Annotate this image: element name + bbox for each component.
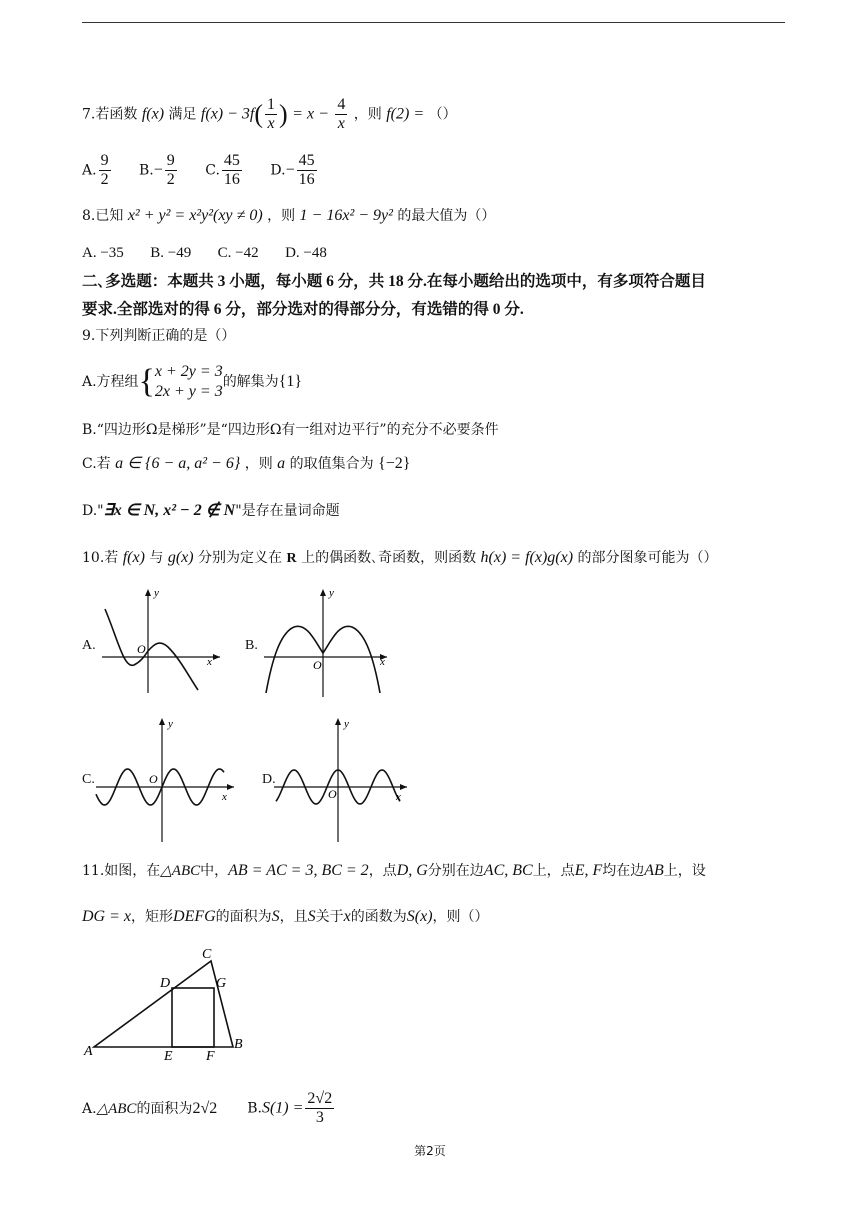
q8-stem-post: 的最大值为（）: [397, 208, 496, 224]
q7-eq-a: f(x) − 3f: [200, 105, 255, 123]
graph-d-y-arrow: [335, 718, 341, 725]
q8-option-d[interactable]: D. −48: [285, 245, 327, 261]
q7-f2: f(2) =: [386, 105, 425, 123]
point-f-label: F: [206, 1049, 215, 1064]
graph-a-curve: [105, 609, 198, 690]
q9-c-set: {−2}: [378, 455, 411, 472]
q7-frac-1x: [265, 96, 277, 133]
section-2-line1: 二､多选题：本题共 3 小题，每小题 6 分，共 18 分.在每小题给出的选项中，有多项符合题目: [82, 273, 706, 290]
q10-hx: h(x) = f(x)g(x): [480, 549, 574, 566]
q10-graph-b[interactable]: [262, 585, 392, 700]
q7-frac4-num: 4: [337, 96, 346, 113]
point-a-label: A: [84, 1044, 93, 1059]
point-d-label: D: [160, 976, 171, 991]
q7-option-d[interactable]: D.− $\frac{45}{16}$: [270, 152, 315, 188]
q11-triangle-figure[interactable]: [80, 945, 250, 1065]
graph-a-x-arrow: [213, 654, 220, 660]
triangle-abc: [94, 961, 233, 1047]
q7-stem: [82, 96, 457, 133]
graph-c-y-label: y: [168, 718, 173, 730]
q8-equation: x² + y² = x²y²(xy ≠ 0): [127, 207, 263, 224]
q9-option-d[interactable]: D."∃x ∈ N, x² − 2 ∉ N"是存在量词命题: [82, 502, 340, 519]
rectangle-defg: [172, 988, 214, 1047]
q7-paren-open: (: [254, 99, 264, 129]
q7-option-b-label: B.: [139, 162, 154, 179]
q8-option-a[interactable]: A. −35: [82, 245, 124, 261]
q8-expr: 1 − 16x² − 9y²: [299, 207, 393, 224]
point-g-label: G: [216, 976, 227, 991]
q9-eq2: 2x + y = 3: [154, 383, 223, 400]
q10-graph-c-label: C.: [82, 772, 95, 787]
q7-paren-close: ): [279, 99, 288, 129]
q11-option-a[interactable]: A.△ABC的面积为2√2: [82, 1099, 218, 1117]
graph-a-y-arrow: [145, 589, 151, 596]
q7-frac4-den: x: [337, 115, 345, 132]
q7-option-c[interactable]: C. $\frac{45}{16}$: [205, 152, 240, 188]
graph-c-x-label: x: [222, 791, 227, 803]
q9-a-post: 的解集为: [222, 374, 279, 390]
graph-b-y-label: y: [329, 587, 334, 599]
q10-graph-a[interactable]: [100, 585, 225, 695]
graph-a-x-label: x: [207, 656, 212, 668]
q10-graph-b-label: B.: [245, 638, 258, 653]
header-rule: [82, 22, 785, 23]
graph-c-x-arrow: [227, 784, 234, 790]
q11-line2: DG = x，矩形DEFG的面积为S，且S关于x的函数为S(x)，则（）: [82, 908, 489, 925]
graph-d-x-arrow: [400, 784, 407, 790]
graph-d-origin: O: [328, 787, 337, 801]
q9-c-expr: a ∈ {6 − a, a² − 6}: [115, 455, 241, 472]
q7-option-b[interactable]: B.− $\frac{9}{2}$: [139, 152, 175, 188]
graph-d-x-label: x: [396, 791, 401, 803]
q8-options: [82, 244, 349, 262]
graph-c-y-arrow: [159, 718, 165, 725]
q11-option-b[interactable]: B.S(1) = $\frac{2√2}{3}$: [247, 1090, 333, 1126]
point-c-label: C: [202, 947, 212, 962]
q7-option-c-label: C.: [205, 162, 220, 179]
q7-stem-pre: 7.若函数: [82, 106, 138, 123]
point-b-label: B: [234, 1037, 243, 1052]
q9-option-a[interactable]: [82, 362, 302, 404]
q9-a-set: {1}: [278, 373, 303, 390]
graph-b-origin: O: [313, 658, 322, 672]
q7-option-d-label: D.: [270, 162, 286, 179]
graph-a-y-label: y: [154, 587, 159, 599]
q7-eq-b: = x −: [292, 105, 329, 123]
q9-system: [155, 362, 223, 402]
graph-b-x-label: x: [380, 656, 385, 668]
q9-brace: {: [138, 363, 155, 400]
q8-option-b[interactable]: B. −49: [150, 245, 192, 261]
q11-given: AB = AC = 3, BC = 2: [228, 862, 369, 879]
graph-c-origin: O: [149, 772, 158, 786]
q7-option-a[interactable]: A. $\frac{9}{2}$: [82, 152, 109, 188]
q11-options: [82, 1090, 336, 1132]
q7-options: [82, 152, 341, 189]
q8-stem-pre: 8.已知: [82, 208, 124, 224]
q9-a-pre: A.方程组: [82, 374, 139, 390]
q9-option-c[interactable]: C.若 a ∈ {6 − a, a² − 6} ，则 a 的取值集合为 {−2}: [82, 455, 411, 472]
q8-stem: [82, 207, 495, 225]
q10-graph-c[interactable]: [94, 712, 239, 844]
q8-stem-mid: ，则: [267, 208, 296, 224]
q10-stem: 10.若 f(x) 与 g(x) 分别为定义在 R 上的偶函数､奇函数，则函数 h(x) = f(x)g(x) 的部分图象可能为（）: [82, 549, 718, 566]
point-e-label: E: [164, 1049, 173, 1064]
q7-fx: f(x): [141, 105, 165, 123]
q7-stem-mid: 满足: [168, 106, 197, 123]
section-2-line2: 要求.全部选对的得 6 分，部分选对的得部分分，有选错的得 0 分.: [82, 301, 524, 318]
q11-line1: 11.如图，在△ABC中，AB = AC = 3, BC = 2，点D, G分别在边AC, BC上，点E, F均在边AB上，设: [82, 862, 706, 879]
section-2-heading: [82, 268, 782, 324]
q7-frac-4x: [335, 96, 347, 133]
q7-stem-post: ，则: [353, 106, 382, 123]
q9-d-expr: ∃x ∈ N, x² − 2 ∉ N: [103, 502, 236, 519]
q9-option-b[interactable]: B.“四边形Ω是梯形”是“四边形Ω有一组对边平行”的充分不必要条件: [82, 422, 499, 438]
page-number: 第2页: [414, 1144, 446, 1158]
graph-d-y-label: y: [344, 718, 349, 730]
q10-graph-d[interactable]: [272, 712, 412, 844]
q10-graph-a-label: A.: [82, 638, 96, 653]
q7-frac-den: x: [267, 115, 275, 132]
q7-frac-num: 1: [267, 96, 276, 113]
graph-a-origin: O: [137, 642, 146, 656]
graph-b-y-arrow: [320, 589, 326, 596]
q9-eq1: x + 2y = 3: [154, 363, 223, 380]
q10-graph-d-label: D.: [262, 772, 276, 787]
q7-option-a-label: A.: [82, 162, 97, 179]
q7-stem-end: （）: [428, 106, 457, 123]
q8-option-c[interactable]: C. −42: [217, 245, 259, 261]
q9-stem: 9.下列判断正确的是（）: [82, 328, 236, 344]
